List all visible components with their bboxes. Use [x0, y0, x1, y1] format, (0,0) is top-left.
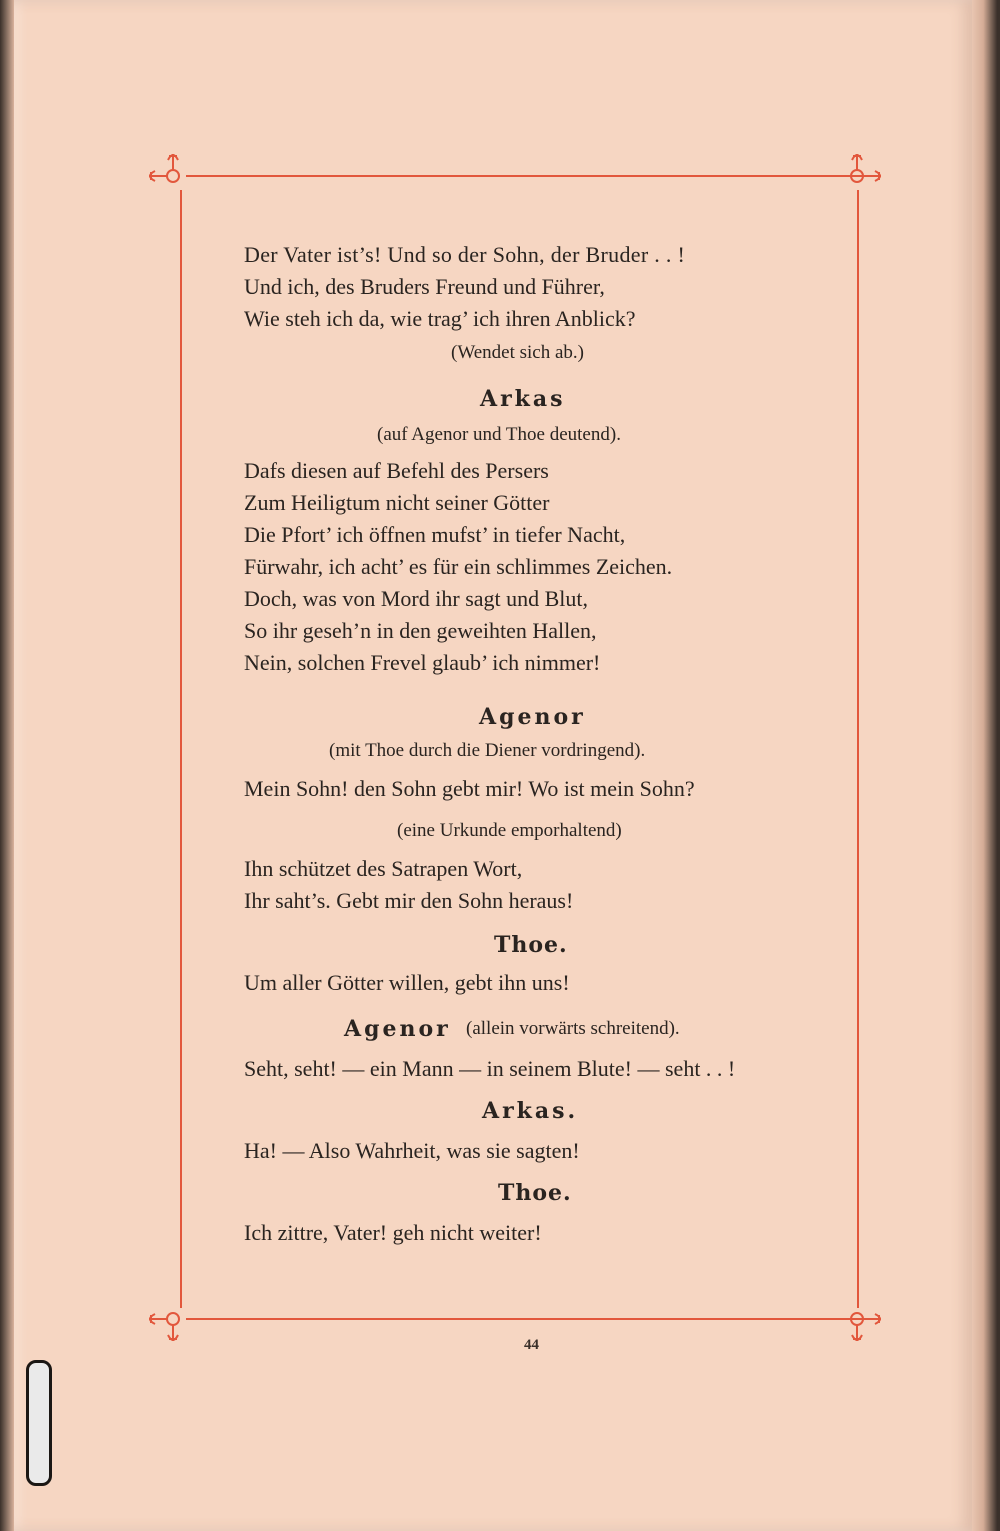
book-gutter-right: [972, 0, 1000, 1531]
verse-line: So ihr geseh’n in den geweihten Hallen,: [244, 618, 597, 643]
frame-right-rule: [857, 190, 859, 1308]
binding-clip: [26, 1360, 52, 1486]
page-number: 44: [524, 1337, 539, 1353]
verse-line: Dafs diesen auf Befehl des Persers: [244, 458, 549, 483]
verse-line: Die Pfort’ ich öffnen mufst’ in tiefer Nacht,: [244, 522, 626, 547]
verse-line: Doch, was von Mord ihr sagt und Blut,: [244, 586, 589, 611]
stage-direction: (mit Thoe durch die Diener vordringend).: [329, 740, 646, 761]
corner-ornament-top-right-icon: [827, 146, 887, 206]
verse-line: Mein Sohn! den Sohn gebt mir! Wo ist mein Sohn?: [244, 776, 695, 801]
speaker-name: Agenor: [479, 704, 586, 730]
corner-ornament-top-left-icon: [141, 146, 201, 206]
speaker-name: Thoe.: [498, 1180, 572, 1206]
speaker-name: Agenor: [344, 1016, 451, 1042]
verse-line: Nein, solchen Frevel glaub’ ich nimmer!: [244, 650, 601, 675]
stage-direction: (allein vorwärts schreitend).: [466, 1018, 680, 1039]
speaker-name: Arkas.: [482, 1098, 579, 1124]
verse-line: Wie steh ich da, wie trag’ ich ihren Anblick?: [244, 306, 636, 331]
verse-line: Ihn schützet des Satrapen Wort,: [244, 856, 523, 881]
corner-ornament-bottom-right-icon: [827, 1289, 887, 1349]
verse-line: Ha! — Also Wahrheit, was sie sagten!: [244, 1138, 580, 1163]
book-page: [14, 0, 972, 1531]
stage-direction: (eine Urkunde emporhaltend): [397, 820, 622, 841]
frame-left-rule: [180, 190, 182, 1308]
speaker-name: Thoe.: [494, 932, 568, 958]
verse-line: Seht, seht! — ein Mann — in seinem Blute! — seht . . !: [244, 1056, 736, 1081]
stage-direction: (Wendet sich ab.): [451, 342, 584, 363]
speaker-name: Arkas: [480, 386, 566, 412]
verse-line: Zum Heiligtum nicht seiner Götter: [244, 490, 550, 515]
verse-line: Ich zittre, Vater! geh nicht weiter!: [244, 1220, 542, 1245]
frame-bottom-rule: [186, 1318, 876, 1320]
verse-line: Der Vater ist’s! Und so der Sohn, der Bruder . . !: [244, 242, 686, 267]
verse-line: Und ich, des Bruders Freund und Führer,: [244, 274, 605, 299]
book-gutter-left: [0, 0, 14, 1531]
corner-ornament-bottom-left-icon: [141, 1289, 201, 1349]
frame-top-rule: [186, 175, 876, 177]
verse-line: Fürwahr, ich acht’ es für ein schlimmes Zeichen.: [244, 554, 673, 579]
verse-line: Ihr saht’s. Gebt mir den Sohn heraus!: [244, 888, 574, 913]
stage-direction: (auf Agenor und Thoe deutend).: [377, 424, 621, 445]
verse-line: Um aller Götter willen, gebt ihn uns!: [244, 970, 570, 995]
